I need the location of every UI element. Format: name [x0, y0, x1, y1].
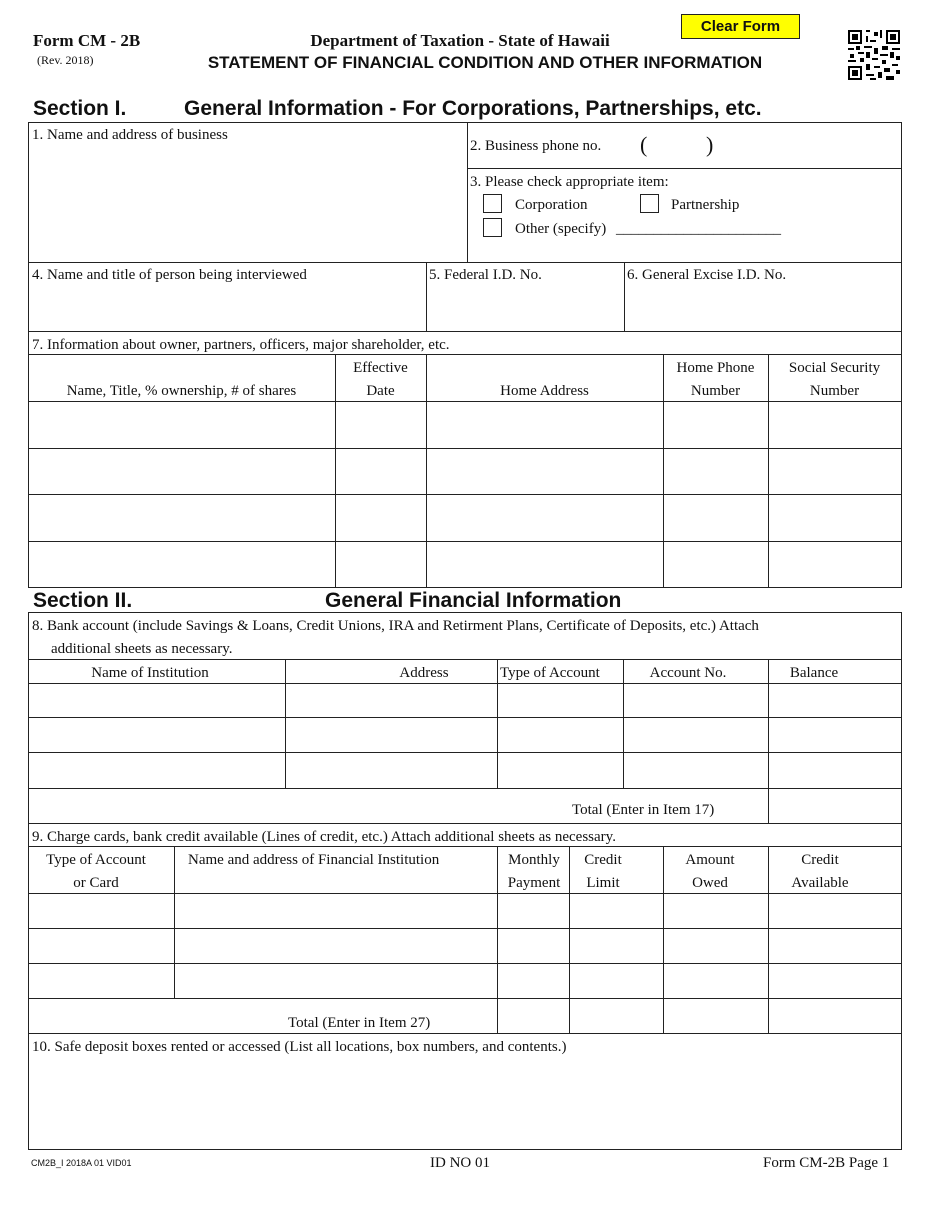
other-checkbox[interactable] — [483, 218, 502, 237]
owner-cell-r1-c4[interactable] — [665, 403, 767, 447]
bank-cell-r3-c4[interactable] — [625, 754, 767, 787]
bank-cell-r2-c3[interactable] — [499, 719, 622, 751]
owner-cell-r1-c3[interactable] — [428, 403, 662, 447]
total-monthly-payment-field[interactable] — [499, 1000, 567, 1031]
owner-cell-r2-c4[interactable] — [665, 450, 767, 493]
owner-cell-r4-c5[interactable] — [770, 543, 900, 586]
col-effective-2: Date — [366, 383, 395, 399]
bank-cell-r1-c1[interactable] — [30, 685, 284, 716]
owner-cell-r3-c3[interactable] — [428, 496, 662, 540]
credit-cell-r1-c3[interactable] — [499, 895, 568, 927]
other-specify-line[interactable]: ______________________ — [616, 221, 781, 237]
col-account-no: Account No. — [649, 665, 727, 681]
bank-cell-r2-c2[interactable] — [287, 719, 496, 751]
col-bank-address: Address — [399, 665, 449, 681]
item-5-label: 5. Federal I.D. No. — [429, 267, 542, 283]
credit-cell-r3-c4[interactable] — [571, 965, 662, 997]
owner-cell-r1-c1[interactable] — [30, 403, 334, 447]
item-9-label: 9. Charge cards, bank credit available (Lines of credit, etc.) Attach additional sheets as necessary. — [32, 829, 616, 845]
col-account-type: Type of Account — [500, 665, 600, 681]
col-credit-limit-2: Limit — [586, 875, 620, 891]
bank-cell-r2-c5[interactable] — [770, 719, 900, 751]
phone-paren-close: ) — [706, 132, 714, 157]
section-2-label: Section II. — [33, 589, 133, 612]
owner-cell-r3-c5[interactable] — [770, 496, 900, 540]
item-10-label: 10. Safe deposit boxes rented or accessed (List all locations, box numbers, and contents.) — [32, 1039, 567, 1055]
owner-cell-r4-c3[interactable] — [428, 543, 662, 586]
col-card-type-1: Type of Account — [46, 852, 146, 868]
credit-cell-r1-c6[interactable] — [770, 895, 900, 927]
item-6-label: 6. General Excise I.D. No. — [627, 267, 787, 283]
bank-cell-r3-c3[interactable] — [499, 754, 622, 787]
credit-cell-r3-c3[interactable] — [499, 965, 568, 997]
col-amount-owed-1: Amount — [685, 852, 735, 868]
col-balance: Balance — [789, 665, 839, 681]
business-name-address-field[interactable] — [30, 146, 465, 260]
col-credit-available-2: Available — [791, 875, 849, 891]
bank-total-field[interactable] — [770, 790, 900, 822]
credit-cell-r1-c1[interactable] — [30, 895, 173, 927]
credit-cell-r2-c6[interactable] — [770, 930, 900, 962]
total-amount-owed-field[interactable] — [665, 1000, 766, 1031]
col-name-title: Name, Title, % ownership, # of shares — [66, 383, 297, 399]
corporation-label: Corporation — [515, 197, 588, 213]
item-8-label-line2: additional sheets as necessary. — [51, 641, 233, 657]
owner-cell-r2-c5[interactable] — [770, 450, 900, 493]
col-amount-owed-2: Owed — [692, 875, 728, 891]
total-credit-available-field[interactable] — [770, 1000, 900, 1031]
bank-cell-r1-c3[interactable] — [499, 685, 622, 716]
col-monthly-1: Monthly — [508, 852, 560, 868]
section-1-label: Section I. — [33, 97, 127, 120]
interviewee-field[interactable] — [30, 286, 424, 329]
other-label: Other (specify) — [515, 221, 607, 237]
bank-cell-r2-c1[interactable] — [30, 719, 284, 751]
owner-cell-r3-c4[interactable] — [665, 496, 767, 540]
credit-cell-r2-c5[interactable] — [665, 930, 767, 962]
owner-cell-r3-c2[interactable] — [337, 496, 425, 540]
item-7-label: 7. Information about owner, partners, officers, major shareholder, etc. — [32, 337, 450, 353]
owner-cell-r1-c2[interactable] — [337, 403, 425, 447]
bank-cell-r2-c4[interactable] — [625, 719, 767, 751]
col-credit-limit-1: Credit — [584, 852, 622, 868]
credit-cell-r1-c2[interactable] — [176, 895, 496, 927]
credit-cell-r3-c1[interactable] — [30, 965, 173, 997]
credit-cell-r3-c5[interactable] — [665, 965, 767, 997]
item-4-label: 4. Name and title of person being interviewed — [32, 267, 307, 283]
section-1-title: General Information - For Corporations, Partnerships, etc. — [184, 97, 762, 120]
item-8-label-line1: 8. Bank account (include Savings & Loans, Credit Unions, IRA and Retirment Plans, Certificate of Deposits, etc.) Attach — [32, 618, 759, 634]
item-9-total-label: Total (Enter in Item 27) — [288, 1015, 431, 1031]
owner-cell-r2-c1[interactable] — [30, 450, 334, 493]
item-8-total-label: Total (Enter in Item 17) — [572, 802, 715, 818]
bank-cell-r1-c5[interactable] — [770, 685, 900, 716]
col-home-phone-2: Number — [690, 383, 741, 399]
form-id: Form CM - 2B — [33, 31, 141, 50]
partnership-label: Partnership — [671, 197, 740, 213]
form-title: STATEMENT OF FINANCIAL CONDITION AND OTHER INFORMATION — [207, 53, 763, 72]
bank-cell-r3-c2[interactable] — [287, 754, 496, 787]
owner-cell-r2-c2[interactable] — [337, 450, 425, 493]
col-card-type-2: or Card — [73, 875, 119, 891]
credit-cell-r3-c2[interactable] — [176, 965, 496, 997]
footer-code: CM2B_I 2018A 01 VID01 — [31, 1158, 132, 1168]
item-2-label: 2. Business phone no. — [470, 138, 602, 154]
credit-cell-r1-c4[interactable] — [571, 895, 662, 927]
item-3-label: 3. Please check appropriate item: — [470, 174, 669, 190]
footer-page: Form CM-2B Page 1 — [763, 1155, 890, 1171]
col-ssn-1: Social Security — [788, 360, 881, 376]
owner-cell-r1-c5[interactable] — [770, 403, 900, 447]
owner-cell-r4-c4[interactable] — [665, 543, 767, 586]
credit-cell-r2-c1[interactable] — [30, 930, 173, 962]
form-revision: (Rev. 2018) — [37, 53, 94, 67]
phone-paren-open: ( — [640, 132, 648, 157]
bank-cell-r3-c5[interactable] — [770, 754, 900, 787]
clear-form-button[interactable]: Clear Form — [681, 14, 800, 39]
total-credit-limit-field[interactable] — [571, 1000, 661, 1031]
col-monthly-2: Payment — [507, 875, 561, 891]
col-home-address: Home Address — [500, 383, 589, 399]
col-home-phone-1: Home Phone — [676, 360, 755, 376]
corporation-checkbox[interactable] — [483, 194, 502, 213]
partnership-checkbox[interactable] — [640, 194, 659, 213]
section-2-title: General Financial Information — [325, 589, 622, 612]
col-financial-institution: Name and address of Financial Institution — [188, 852, 440, 868]
bank-cell-r1-c4[interactable] — [625, 685, 767, 716]
safe-deposit-field[interactable] — [30, 1058, 900, 1147]
qr-code-icon — [848, 30, 900, 80]
credit-cell-r1-c5[interactable] — [665, 895, 767, 927]
credit-cell-r2-c4[interactable] — [571, 930, 662, 962]
col-effective-1: Effective — [353, 360, 408, 376]
credit-cell-r2-c2[interactable] — [176, 930, 496, 962]
col-ssn-2: Number — [809, 383, 860, 399]
col-institution: Name of Institution — [91, 665, 209, 681]
credit-cell-r2-c3[interactable] — [499, 930, 568, 962]
owner-cell-r4-c2[interactable] — [337, 543, 425, 586]
bank-cell-r1-c2[interactable] — [287, 685, 496, 716]
col-credit-available-1: Credit — [801, 852, 839, 868]
item-1-label: 1. Name and address of business — [32, 127, 228, 143]
federal-id-field[interactable] — [428, 286, 622, 329]
bank-cell-r3-c1[interactable] — [30, 754, 284, 787]
owner-cell-r4-c1[interactable] — [30, 543, 334, 586]
department-name: Department of Taxation - State of Hawaii — [310, 31, 610, 50]
owner-cell-r2-c3[interactable] — [428, 450, 662, 493]
credit-cell-r3-c6[interactable] — [770, 965, 900, 997]
footer-id-no: ID NO 01 — [430, 1155, 490, 1171]
owner-cell-r3-c1[interactable] — [30, 496, 334, 540]
business-phone-field[interactable] — [652, 132, 704, 160]
general-excise-id-field[interactable] — [626, 286, 900, 329]
